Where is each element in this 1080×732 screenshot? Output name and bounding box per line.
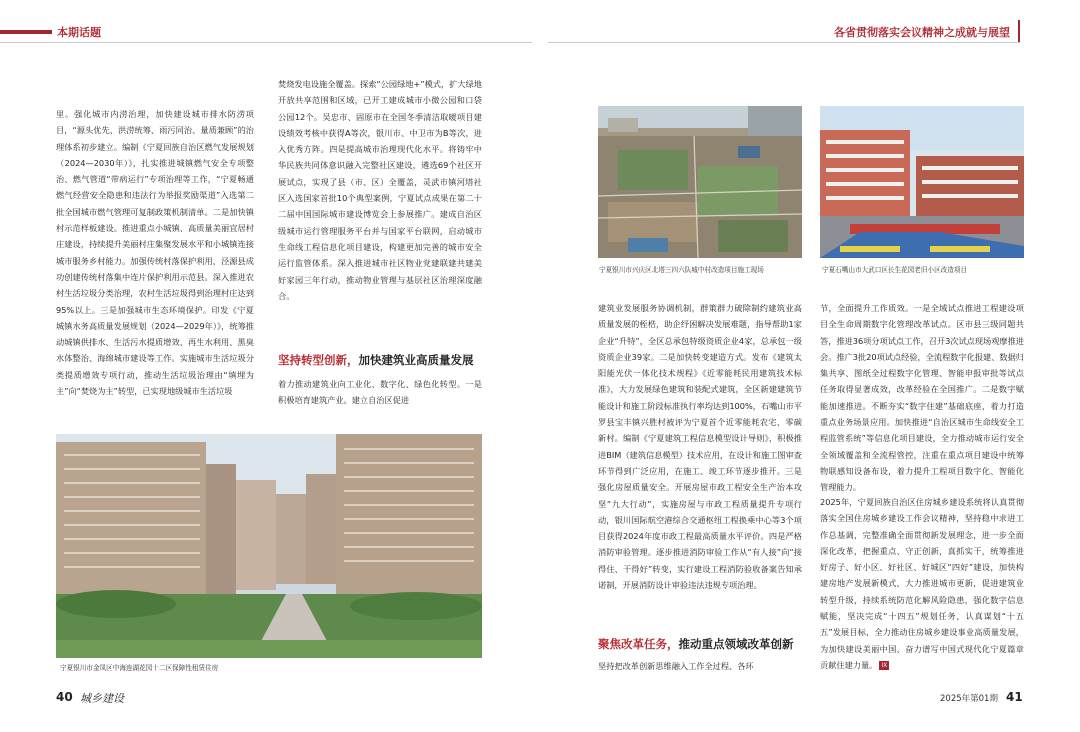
page-number-left: 40 (56, 690, 73, 704)
text-column-3b (598, 658, 802, 676)
photo-urban-village-site (598, 106, 802, 258)
section-heading-highlight: 坚持转型创新， (278, 353, 359, 367)
neighborhood-image (820, 106, 1024, 258)
text-column-4b (820, 494, 1024, 676)
text-column-2 (278, 76, 482, 334)
section-heading-transformation (278, 352, 474, 368)
text-column-4 (820, 300, 1024, 494)
construction-site-image (598, 106, 802, 258)
paragraph: 坚持把改革创新思维融入工作全过程、各环 (598, 661, 754, 671)
photo-caption-urban-village: 宁夏银川市兴庆区北塔三四六队城中村改造项目施工现场 (599, 266, 764, 274)
section-heading-reform (598, 636, 794, 652)
page-number-right: 41 (1006, 690, 1023, 704)
paragraph: 焚烧发电设施全覆盖。探索“公园绿地+”模式，扩大绿地开放共享范围和区域，已开工建成城市小微公园和口袋公园12个。吴忠市、固原市在全国冬季清洁取暖项目建设绩效考核中获得A等次，银川市、中卫市为B等次，进入优秀方阵。四是提高城市治理现代化水平。将铸牢中华民族共同体意识融入完整社区建设，遴选69个社区开展试点，实现了县（市、区）全覆盖，灵武市镇河塔社区入选国家首批10个典型案例，宁夏试点成果在第二十二届中国国际城市建设博览会上参展推广。建成自治区级城市运行管理服务平台并与国家平台联网，启动城市生命线工程信息化项目建设，构建更加完善的城市安全运行监管体系。深入推进城市社区物业党建联建共建美好家园三年行动，推动物业管理与基层社区治理深度融合。 (278, 79, 482, 301)
section-heading-text: 加快建筑业高质量发展 (358, 353, 474, 367)
header-accent-bar-left (0, 30, 52, 34)
text-column-3 (598, 300, 802, 623)
paragraph: 着力推动建筑业向工业化、数字化、绿色化转型。一是积极培育建筑产业。建立自治区促进 (278, 379, 482, 406)
photo-caption-old-neighborhood: 宁夏石嘴山市大武口区长生花园老旧小区改造项目 (822, 266, 968, 274)
text-column-2b (278, 376, 482, 410)
text-column-1 (56, 106, 254, 411)
end-mark: IX (879, 661, 889, 670)
column-label-left: 本期话题 (57, 26, 101, 39)
header-rule-left (0, 42, 532, 43)
issue-label: 2025年第01期 (940, 694, 998, 704)
header-accent-bar-right (1018, 20, 1020, 42)
section-heading-highlight: 聚焦改革任务， (598, 637, 679, 651)
column-label-right: 各省贯彻落实会议精神之成就与展望 (834, 26, 1010, 39)
magazine-brand: 城乡建设 (80, 692, 124, 705)
photo-old-neighborhood (820, 106, 1024, 258)
section-heading-text: 推动重点领域改革创新 (678, 637, 794, 651)
housing-image (56, 434, 482, 658)
paragraph: 里。强化城市内涝治理，加快建设城市排水防涝项目，“源头优先、洪涝统筹、雨污同治、量质兼顾”的治理体系初步建立。编制《宁夏回族自治区燃气发展规划（2024—2030年）》，扎实推进城镇燃气安全专项整治、燃气管道“带病运行”专项治理等工作，“宁夏畅通燃气经营安全隐患和违法行为举报奖励渠道”入选第二批全国城市燃气管理可复制政策机制清单。二是加快镇村示范样板建设。推进重点小城镇、高质量美丽宜居村庄建设，持续提升美丽村庄集聚发展水平和小城镇连接城市服务乡村能力。加强传统村落保护利用，泾源县成功创建传统村落集中连片保护利用示范县。深入推进农村生活垃圾分类治理，农村生活垃圾得到治理村庄达到95%以上。三是加强城市生态环境保护。印发《宁夏城镇水务高质量发展规划（2024—2029年）》，统筹推动城镇供排水、生活污水提质增效、再生水利用、黑臭水体整治、海绵城市建设等工作。实施城市生活垃圾分类提质增效专项行动，推动生活垃圾治理由“填埋为主”向“焚烧为主”转型，已实现地级城市生活垃圾 (56, 109, 254, 397)
paragraph (820, 494, 1024, 673)
photo-caption-housing: 宁夏银川市金凤区中海连湖花园十二区保障性租赁住房 (60, 664, 219, 672)
header-rule-right (548, 42, 1020, 43)
closing-paragraph: 2025年，宁夏回族自治区住房城乡建设系统将认真贯彻落实全国住房城乡建设工作会议精神，坚持稳中求进工作总基调，完整准确全面贯彻新发展理念，进一步全面深化改革，把握重点、守正创新，真抓实干，统筹推进好房子、好小区、好社区、好城区“四好”建设，加快构建房地产发展新模式，大力推进城市更新，促进建筑业转型升级，持续系统防范化解风险隐患，强化数字信息赋能，坚决完成“十四五”规划任务，认真谋划“十五五”发展目标，全力推动住房城乡建设事业高质量发展，为加快建设美丽中国、奋力谱写中国式现代化宁夏篇章贡献住建力量。 (820, 497, 1024, 670)
paragraph: 节，全面提升工作质效。一是全域试点推进工程建设项目全生命周期数字化管理改革试点。区市县三级同题共答，推进36项分项试点工作，召开3次试点现场观摩推进会。推广3批20项试点经验，全流程数字化报建、数据归集共享、图纸全过程数字化管理、智能申报审批等试点任务取得显著成效，改革经验在全国推广。二是数字赋能加速推进。不断夯实“数字住建”基础底座，着力打造重点业务场景应用。加快推进“自治区城市生命线安全工程监管系统”等信息化项目建设，全力推动城市运行安全全领域覆盖和全流程管控，注重在重点项目建设中统筹物联感知设备布设，着力提升工程项目数字化、智能化管理能力。 (820, 303, 1024, 493)
photo-affordable-housing (56, 434, 482, 658)
paragraph: 建筑业发展服务协调机制，群策群力破除制约建筑业高质量发展的桎梏，助企纾困解决发展难题，指导帮助1家企业“升特”，全区总承包特级资质企业4家，总承包一级资质企业39家。二是加快转变建造方式。发布《建筑太阳能光伏一体化技术规程》《近零能耗民用建筑技术标准》，大力发展绿色建筑和装配式建筑，全区新建建筑节能设计和施工阶段标准执行率均达到100%，石嘴山市平罗县宝丰镇兴胜村被评为宁夏首个近零能耗农宅、零碳新村。编制《宁夏建筑工程信息模型设计导则》，积极推进BIM（建筑信息模型）技术应用，在设计和施工图审查环节得到广泛应用，在施工、竣工环节逐步推开。三是强化房屋质量安全。开展房屋市政工程安全生产治本攻坚“九大行动”，实施房屋与市政工程质量提升专项行动，银川国际航空港综合交通枢纽工程换乘中心等3个项目获得2024年度市政工程最高质量水平评价。四是严格消防审验管理。逐步推进消防审验工作从“有人接”向“接得住、干得好”转变，实行建设工程消防验收备案告知承诺制，开展消防设计审验违法违规专项治理。 (598, 303, 802, 591)
